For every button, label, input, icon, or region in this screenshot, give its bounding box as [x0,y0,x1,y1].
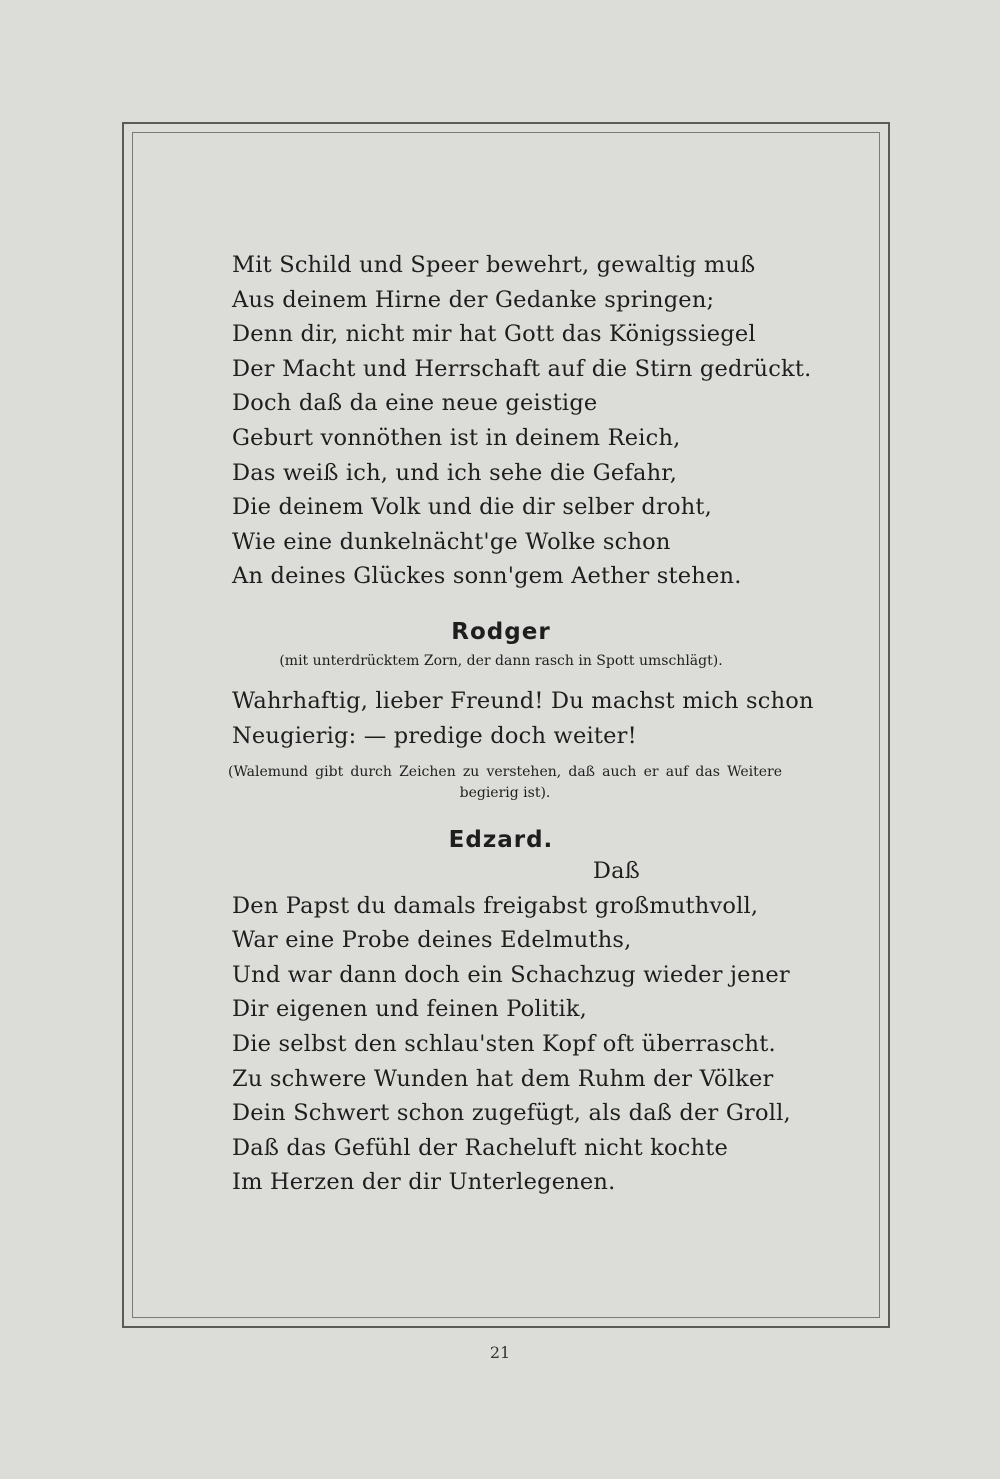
verse-line: Doch daß da eine neue geistige [232,390,598,417]
verse-line: Die deinem Volk und die dir selber droht, [232,494,713,521]
verse-line: Mit Schild und Speer bewehrt, gewaltig muß [232,252,756,278]
verse-line: Das weiß ich, und ich sehe die Gefahr, [232,459,678,486]
verse-line: Den Papst du damals freigabst großmuthvoll, [232,892,759,919]
verse-line: Denn dir, nicht mir hat Gott das Königssiegel [232,321,756,348]
stage-direction-block [228,762,782,804]
verse-block-3 [232,854,791,1200]
verse-line: An deines Glückes sonn'gem Aether stehen. [232,563,742,590]
stage-direction: (mit unterdrücktem Zorn, der dann rasch in Spott umschlägt). [279,653,723,669]
verse-line: Wahrhaftig, lieber Freund! Du machst mich schon [232,688,814,714]
verse-line: Geburt vonnöthen ist in deinem Reich, [232,424,681,451]
verse-line: Dir eigenen und feinen Politik, [232,996,588,1023]
verse-line: Daß das Gefühl der Racheluft nicht kochte [232,1134,729,1161]
verse-block-1 [232,248,812,594]
verse-line: Dein Schwert schon zugefügt, als daß der Groll, [232,1100,791,1127]
verse-line: War eine Probe deines Edelmuths, [232,927,632,954]
speaker-block-rodger [232,614,770,672]
verse-line: Neugierig: — predige doch weiter! [232,722,637,749]
page-number: 21 [489,1343,511,1362]
stage-direction: (Walemund gibt durch Zeichen zu verstehen, daß auch er auf das Weitere begierig ist). [228,764,782,801]
speaker-name: Rodger [451,619,551,645]
verse-line: Zu schwere Wunden hat dem Ruhm der Völker [232,1065,774,1092]
speaker-name: Edzard. [448,827,554,853]
verse-block-2 [232,684,814,753]
speaker-block-edzard [232,822,770,858]
verse-line: Der Macht und Herrschaft auf die Stirn gedrückt. [232,355,812,382]
verse-line: Aus deinem Hirne der Gedanke springen; [232,286,715,313]
verse-line: Und war dann doch ein Schachzug wieder jener [232,961,790,988]
verse-line: Die selbst den schlau'sten Kopf oft überrascht. [232,1030,776,1057]
verse-line: Im Herzen der dir Unterlegenen. [232,1169,616,1196]
verse-line: Wie eine dunkelnächt'ge Wolke schon [232,528,671,555]
verse-continuation: Daß [592,858,640,884]
